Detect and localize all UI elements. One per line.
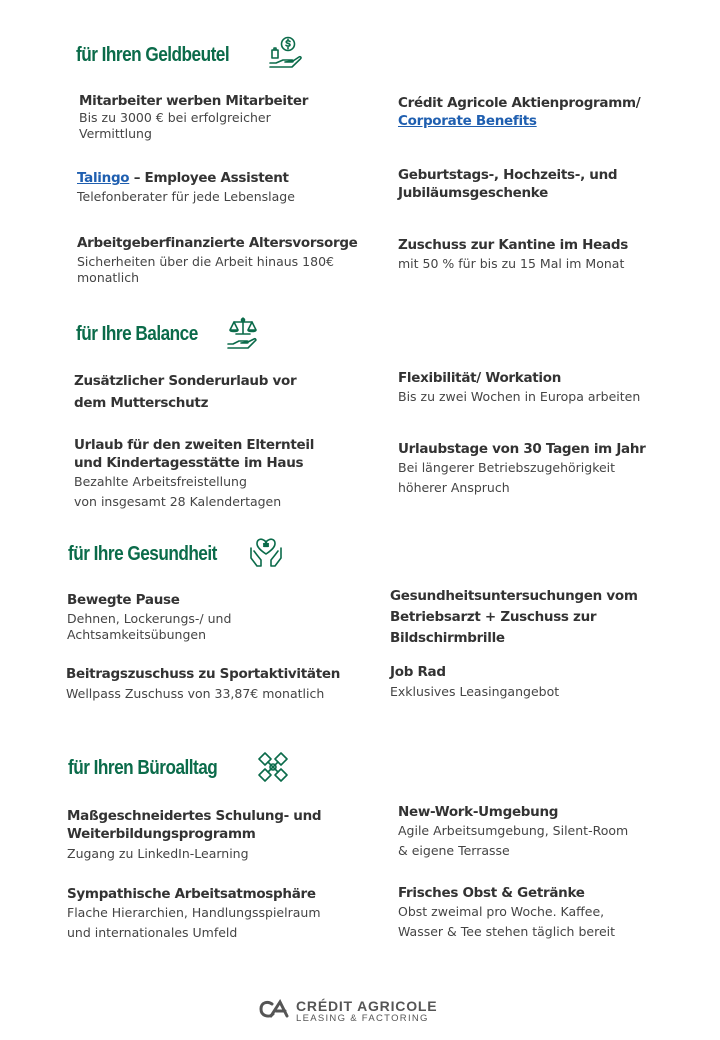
benefit-jobrad [390,663,559,700]
benefit-desc: monatlich [77,270,140,285]
benefit-urlaubstage [398,440,646,498]
benefit-title: Betriebsarzt + Zuschuss zur [390,609,597,625]
benefit-desc: Bei längerer Betriebszugehörigkeit [398,460,616,475]
benefit-desc: Sicherheiten über die Arbeit hinaus 180€ [77,254,334,269]
benefit-title: Bewegte Pause [67,592,180,608]
section-title-bueroalltag: für Ihren Büroalltag [68,757,218,779]
benefit-title: und Kindertagesstätte im Haus [74,455,304,471]
benefit-talingo [77,169,295,205]
logo-line1: CRÉDIT AGRICOLE [296,998,438,1014]
benefit-desc: und internationales Umfeld [67,925,238,940]
corporate-benefits-link[interactable]: Corporate Benefits [398,113,537,129]
benefit-desc: Bezahlte Arbeitsfreistellung [74,474,247,489]
benefit-elternteil [74,436,314,512]
health-hands-icon [248,534,284,570]
benefit-gesundheitsuntersuchungen [390,586,638,649]
benefit-sonderurlaub [74,370,296,414]
benefit-title: New-Work-Umgebung [398,804,559,820]
benefit-title: Crédit Agricole Aktienprogramm/ [398,95,641,111]
benefit-title: Weiterbildungsprogramm [67,826,256,842]
benefit-desc: Telefonberater für jede Lebenslage [77,189,295,204]
talingo-link[interactable]: Talingo [77,170,130,186]
benefit-workation [398,369,640,405]
benefit-title: Bildschirmbrille [390,630,505,646]
benefit-title: Arbeitgeberfinanzierte Altersvorsorge [77,235,358,251]
teamwork-icon [255,749,291,785]
benefit-kantine [398,236,628,272]
benefit-aktienprogramm [398,94,640,130]
benefit-desc: Dehnen, Lockerungs-/ und [67,611,232,626]
benefit-title: Zuschuss zur Kantine im Heads [398,237,628,253]
benefit-title: Zusätzlicher Sonderurlaub vor [74,373,297,389]
scale-hand-icon [226,316,260,350]
benefit-desc: & eigene Terrasse [398,843,510,858]
money-hand-icon [268,36,304,70]
benefit-title: Maßgeschneidertes Schulung- und [67,808,322,824]
benefit-title: Job Rad [390,664,446,680]
logo-line2: LEASING & FACTORING [296,1013,429,1024]
benefit-desc: Bis zu 3000 € bei erfolgreicher [79,110,271,125]
benefit-title: dem Mutterschutz [74,395,209,411]
benefit-new-work [398,803,628,861]
benefit-desc: Bis zu zwei Wochen in Europa arbeiten [398,389,641,404]
section-title-balance: für Ihre Balance [76,323,198,345]
benefit-geschenke [398,166,617,202]
benefit-desc: Wellpass Zuschuss von 33,87€ monatlich [66,686,325,701]
benefit-desc: Wasser & Tee stehen täglich bereit [398,924,616,939]
benefit-desc: Obst zweimal pro Woche. Kaffee, [398,904,605,919]
benefit-title: Frisches Obst & Getränke [398,885,585,901]
section-title-gesundheit: für Ihre Gesundheit [68,543,217,565]
section-title-geldbeutel: für Ihren Geldbeutel [76,44,230,66]
benefit-desc: Agile Arbeitsumgebung, Silent-Room [398,823,629,838]
benefit-desc: Flache Hierarchien, Handlungsspielraum [67,905,321,920]
benefit-obst-getraenke [398,884,615,942]
benefit-schulung [67,807,321,862]
benefit-mitarbeiter-werben [79,92,308,142]
benefit-title: Jubiläumsgeschenke [398,185,548,201]
benefit-title: Urlaubstage von 30 Tagen im Jahr [398,441,646,457]
benefit-desc: Zugang zu LinkedIn-Learning [67,846,249,861]
benefit-altersvorsorge [77,234,358,286]
credit-agricole-logo-icon [258,998,292,1022]
benefit-title: Geburtstags-, Hochzeits-, und [398,167,618,183]
benefit-bewegte-pause [67,591,231,643]
benefit-title: Flexibilität/ Workation [398,370,562,386]
benefit-desc: von insgesamt 28 Kalendertagen [74,494,282,509]
benefit-title: – Employee Assistent [129,170,289,186]
benefit-arbeitsatmosphaere [67,885,321,943]
benefit-title: Urlaub für den zweiten Elternteil [74,437,315,453]
benefit-desc: Achtsamkeitsübungen [67,627,206,642]
benefit-desc: Vermittlung [79,126,152,141]
benefit-desc: Exklusives Leasingangebot [390,684,560,699]
benefit-title: Beitragszuschuss zu Sportaktivitäten [66,666,341,682]
benefit-desc: mit 50 % für bis zu 15 Mal im Monat [398,256,625,271]
benefit-title: Mitarbeiter werben Mitarbeiter [79,93,309,109]
benefit-title: Sympathische Arbeitsatmosphäre [67,886,316,902]
benefit-desc: höherer Anspruch [398,480,510,495]
benefit-title: Gesundheitsuntersuchungen vom [390,588,638,604]
benefit-sportaktivitaeten [66,665,340,702]
